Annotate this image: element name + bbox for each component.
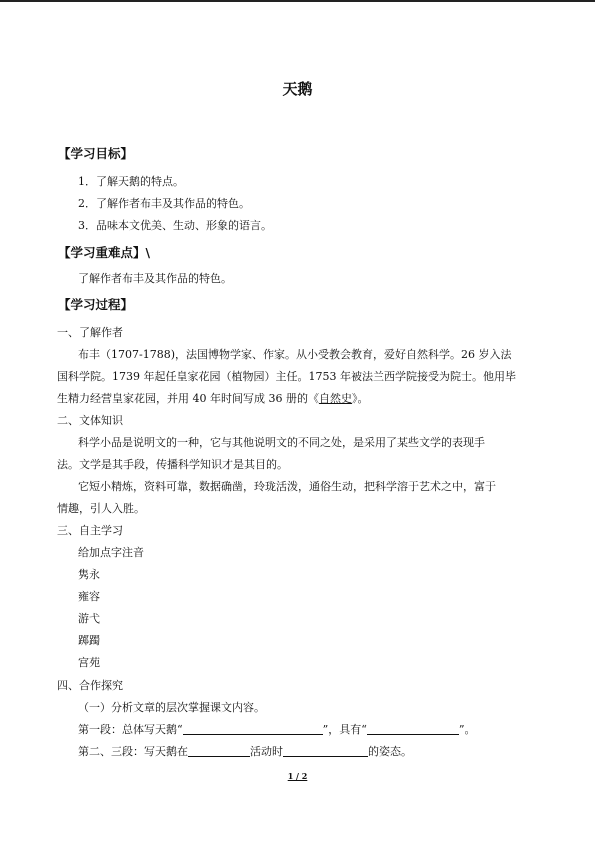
q1-text-b: ”，具有“ xyxy=(322,723,367,736)
q1-text-c: ”。 xyxy=(458,723,476,736)
question-paragraph1 xyxy=(78,723,476,737)
page-title: 天鹅 xyxy=(282,80,313,98)
genre-paragraph-line: 它短小精炼，资料可靠，数据确凿，玲珑活泼，通俗生动，把科学溶于艺术之中，富于 xyxy=(78,480,496,493)
genre-paragraph-line: 科学小品是说明文的一种，它与其他说明文的不同之处，是采用了某些文学的表现手 xyxy=(78,436,485,449)
author-line3-post: 》。 xyxy=(351,392,369,405)
part3-heading: 三、自主学习 xyxy=(57,524,123,537)
analysis-subheading: （一）分析文章的层次掌握课文内容。 xyxy=(78,701,265,714)
q1-text-a: 第一段：总体写天鹅“ xyxy=(78,723,183,736)
question-paragraph2 xyxy=(78,745,412,759)
section-heading-keypoints: 【学习重难点】\ xyxy=(58,245,151,260)
answer-blank[interactable] xyxy=(283,745,368,757)
genre-paragraph-line: 情趣，引人入胜。 xyxy=(57,502,145,515)
vocab-word: 游弋 xyxy=(78,612,100,625)
genre-paragraph-line: 法。文学是其手段，传播科学知识才是其目的。 xyxy=(57,458,288,471)
keypoints-text: 了解作者布丰及其作品的特色。 xyxy=(78,272,232,285)
author-paragraph-line: 布丰（1707-1788)，法国博物学家、作家。从小受教会教育，爱好自然科学。26 岁入法 xyxy=(78,348,512,361)
q2-text-a: 第二、三段：写天鹅在 xyxy=(78,745,188,758)
objective-item: 2．了解作者布丰及其作品的特色。 xyxy=(78,197,250,210)
section-heading-objectives: 【学习目标】 xyxy=(58,146,134,161)
objective-item: 1．了解天鹅的特点。 xyxy=(78,175,184,188)
objective-item: 3．品味本文优美、生动、形象的语言。 xyxy=(78,219,272,232)
vocab-word: 隽永 xyxy=(78,568,100,581)
page-number-text: 1 / 2 xyxy=(287,771,308,781)
page-number xyxy=(0,771,595,781)
part1-heading: 一、了解作者 xyxy=(57,326,123,339)
author-paragraph-line: 国科学院。1739 年起任皇家花园（植物园）主任。1753 年被法兰西学院接受为院士。他用毕 xyxy=(57,370,516,383)
author-paragraph-line xyxy=(57,392,368,406)
part4-heading: 四、合作探究 xyxy=(57,679,123,692)
q2-text-b: 活动时 xyxy=(250,745,283,758)
answer-blank[interactable] xyxy=(183,723,323,735)
answer-blank[interactable] xyxy=(188,745,250,757)
q2-text-c: 的姿态。 xyxy=(368,745,412,758)
top-border xyxy=(0,0,595,2)
book-title-underlined: 自然史 xyxy=(318,392,352,405)
author-line3-pre: 生精力经营皇家花园，并用 40 年时间写成 36 册的《 xyxy=(57,392,319,405)
vocab-word: 宫苑 xyxy=(78,656,100,669)
vocab-word: 踯躅 xyxy=(78,634,100,647)
pinyin-instruction: 给加点字注音 xyxy=(78,546,144,559)
answer-blank[interactable] xyxy=(367,723,459,735)
vocab-word: 雍容 xyxy=(78,590,100,603)
part2-heading: 二、文体知识 xyxy=(57,414,123,427)
section-heading-process: 【学习过程】 xyxy=(58,297,134,312)
